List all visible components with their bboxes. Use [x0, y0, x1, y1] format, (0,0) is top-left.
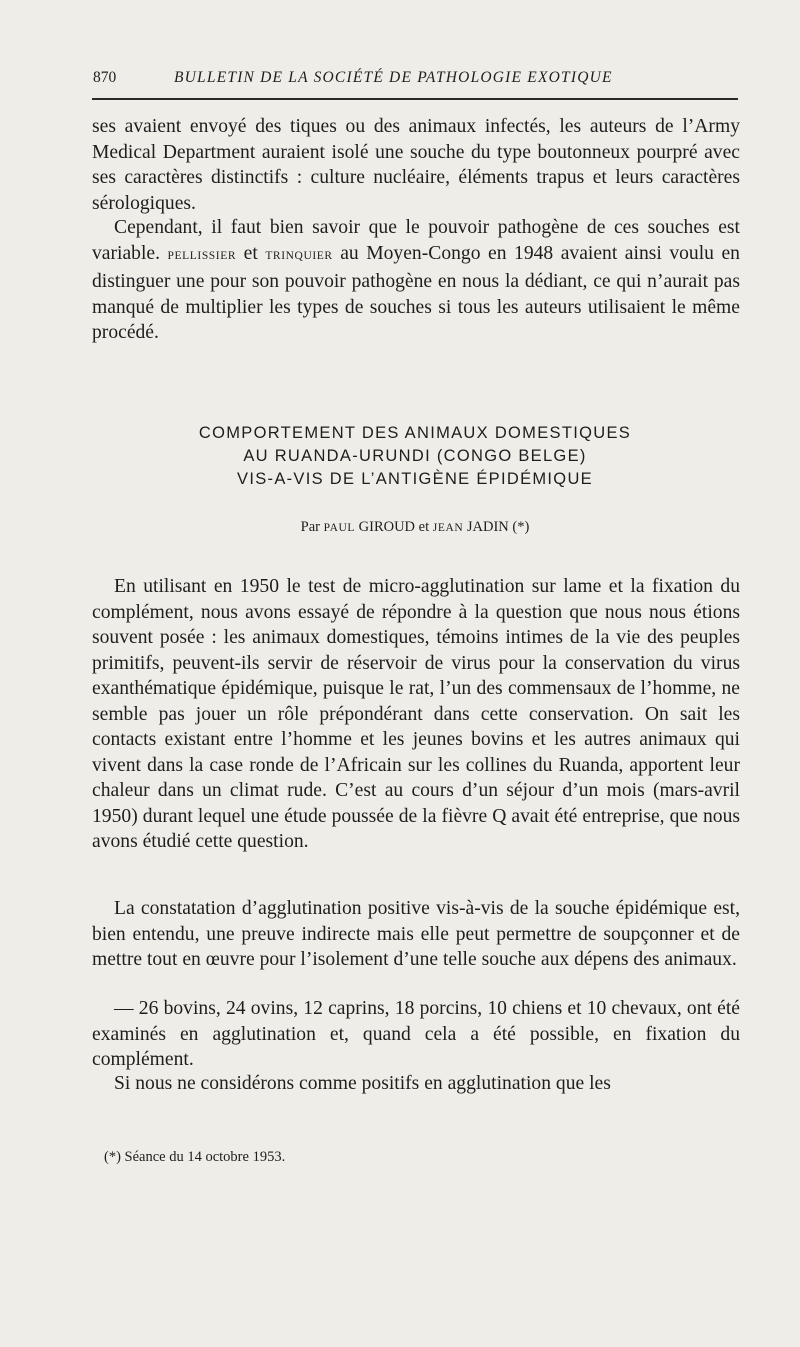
body-paragraph: Si nous ne considérons comme positifs en agglutination que les [114, 1073, 611, 1094]
title-line: VIS-A-VIS DE L’ANTIGÈNE ÉPIDÉMIQUE [237, 470, 593, 488]
article-title [92, 422, 738, 491]
journal-title: BULLETIN DE LA SOCIÉTÉ DE PATHOLOGIE EXOTIQUE [174, 69, 613, 86]
body-paragraph: — 26 bovins, 24 ovins, 12 caprins, 18 porcins, 10 chiens et 10 chevaux, ont été examinés en agglutination et, quand cela a été possible, en fixation du complément. [92, 998, 740, 1070]
author-name: TRINQUIER [265, 249, 333, 262]
body-paragraph: La constatation d’agglutination positive vis-à-vis de la souche épidémique est, bien entendu, une preuve indirecte mais elle peut permettre de soupçonner et de mettre tout en œuvre pour l’isolement d’une telle souche aux dépens des animaux. [92, 898, 740, 970]
byline: Par PAUL GIROUD et JEAN JADIN (*) [300, 519, 530, 535]
page-number: 870 [93, 69, 117, 86]
footnote-marker: (*) [512, 519, 530, 535]
author-first-name: PAUL [323, 522, 356, 534]
previous-article-paragraph: ses avaient envoyé des tiques ou des animaux infectés, les auteurs de l’Army Medical Department auraient isolé une souche du type boutonneux pourpré avec ses caractères distinctifs : culture nucléaire, éléments trapus et leurs caractères sérologiques. [92, 116, 740, 214]
author-last-name: JADIN [466, 519, 509, 535]
author-last-name: GIROUD [358, 519, 416, 535]
header-rule [92, 98, 738, 100]
footnote: (*) Séance du 14 octobre 1953. [104, 1149, 286, 1165]
title-line: AU RUANDA-URUNDI (CONGO BELGE) [243, 447, 587, 465]
body-paragraph: En utilisant en 1950 le test de micro-agglutination sur lame et la fixation du complément, nous avons essayé de répondre à la question que nous nous étions souvent posée : les animaux domestiques, témoins intimes de la vie des peuples primitifs, peuvent-ils servir de réservoir de virus pour la conservation du virus exanthématique épidémique, puisque le rat, l’un des commensaux de l’homme, ne semble pas jouer un rôle prépondérant dans cette conservation. On sait les contacts existant entre l’homme et les jeunes bovins et les autres animaux qui vivent dans la case ronde de l’Africain sur les collines du Ruanda, apportent leur chaleur dans un climat rude. C’est au cours d’un séjour d’un mois (mars-avril 1950) durant lequel une étude poussée de la fièvre Q avait été entreprise, que nous avons étudié cette question. [92, 576, 740, 852]
title-line: COMPORTEMENT DES ANIMAUX DOMESTIQUES [198, 424, 632, 442]
previous-article-paragraph: Cependant, il faut bien savoir que le pouvoir pathogène de ces souches est variable. PELLISSIER et TRINQUIER au Moyen-Congo en 1948 avaient ainsi voulu en distinguer une pour son pouvoir pathogène en nous la dédiant, ce qui n’aurait pas manqué de multiplier les types de souches si tous les auteurs utilisaient le même procédé. [92, 217, 740, 343]
author-first-name: JEAN [432, 522, 464, 534]
author-name: PELLISSIER [167, 249, 237, 262]
